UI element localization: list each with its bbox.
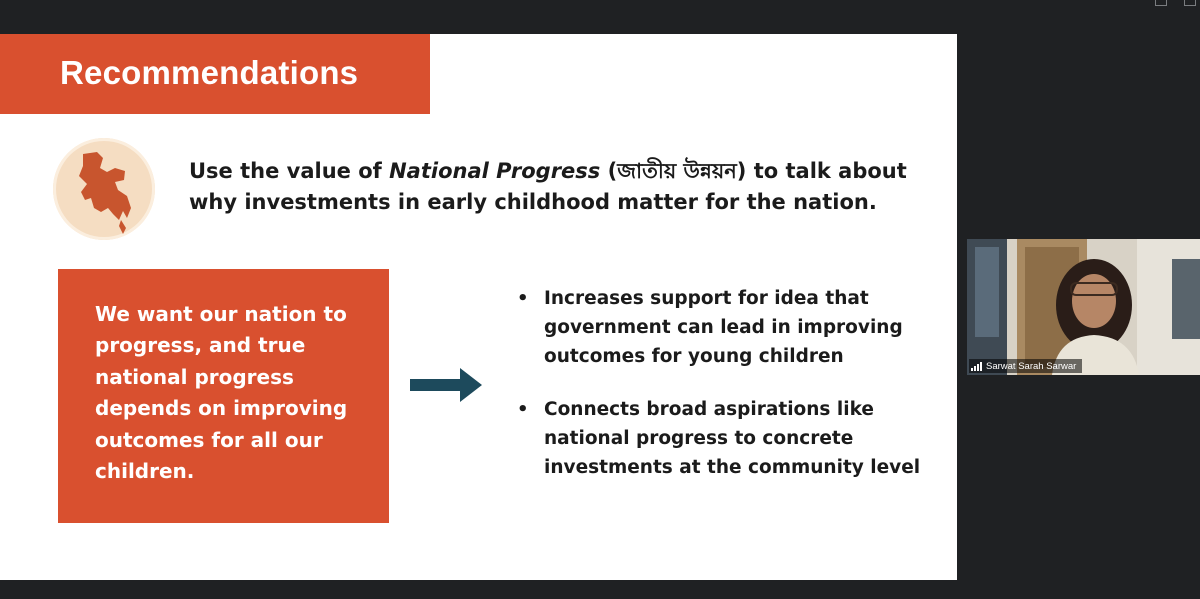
window-control-icon[interactable] [1184,0,1196,6]
list-item [515,395,935,482]
lead-emphasis: National Progress [389,159,601,183]
bullet-text: Increases support for idea that government can lead in improving outcomes for young children [544,288,903,367]
participant-video[interactable] [967,239,1200,375]
lead-line2: why investments in early childhood matter for the nation. [189,190,877,214]
quote-text: We want our nation to progress, and true national progress depends on improving outcomes for all our children. [95,302,348,484]
benefit-list [515,284,935,506]
lead-statement [189,156,949,218]
window-control-icon[interactable] [1155,0,1167,6]
signal-bars-icon [971,362,982,371]
slide-title: Recommendations [60,54,359,91]
right-arrow-icon [410,368,482,402]
bullet-icon: • [517,399,529,420]
lead-prefix: Use the value of [189,159,390,183]
lead-bengali: (জাতীয় উন্নয়ন) [607,159,747,183]
list-item [515,284,935,371]
bullet-text: Connects broad aspirations like national progress to concrete investments at the community level [544,399,921,478]
participant-name-tag [969,359,1082,373]
lead-line1-end: to talk about [753,159,907,183]
bullet-icon: • [517,288,529,309]
participant-video-feed [967,239,1200,375]
shared-slide [0,34,957,580]
title-banner [0,34,430,114]
participant-name: Sarwat Sarah Sarwar [986,360,1077,372]
meeting-top-bar [0,0,1200,34]
bangladesh-map-icon [53,138,155,240]
quote-box [58,269,389,523]
